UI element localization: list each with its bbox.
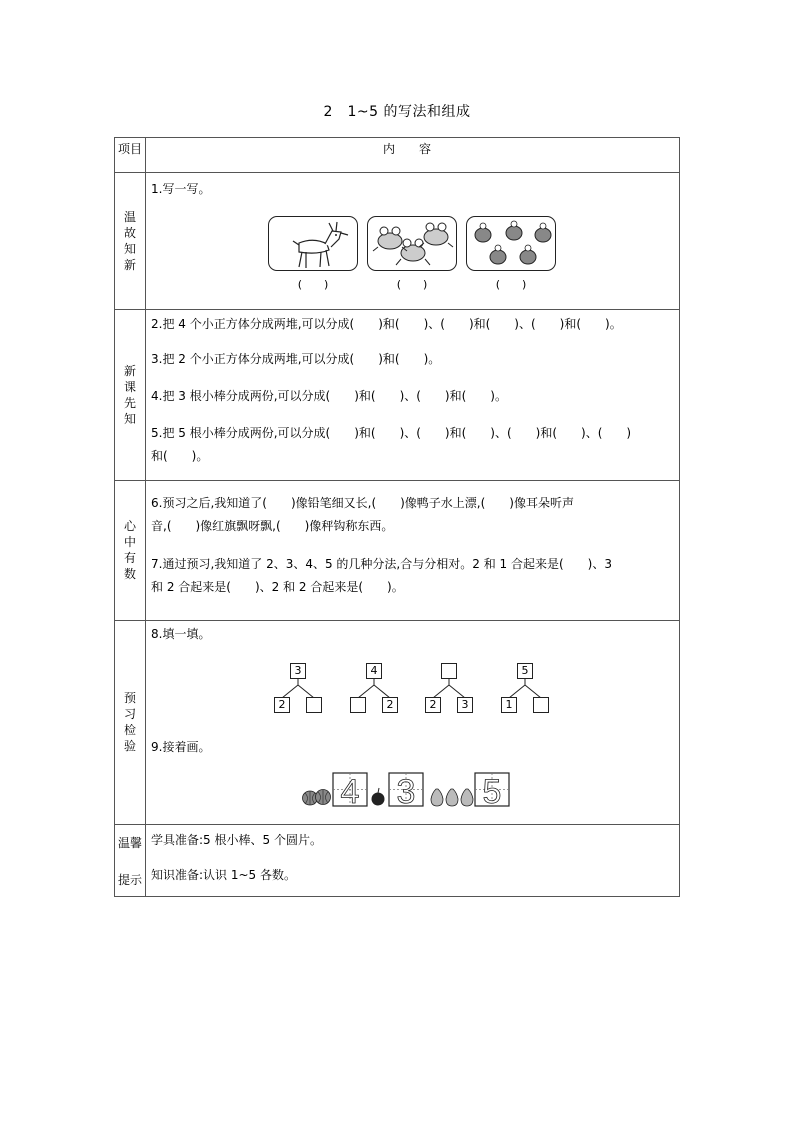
digit-3: 3: [396, 773, 416, 811]
frog-icon: [368, 217, 458, 272]
tree-top-box: 3: [290, 663, 306, 679]
section-label-newlesson: 新 课 先 知: [123, 363, 136, 426]
tracing-box-3: [389, 773, 423, 811]
tip-knowledge: 知识准备:认识 1~5 各数。: [151, 868, 296, 882]
tree-top-box: 4: [366, 663, 382, 679]
question-3: 3.把 2 个小正方体分成两堆,可以分成( )和( )。: [151, 352, 441, 366]
section-label-review: 温 故 知 新: [123, 209, 136, 272]
number-tree: [348, 662, 400, 714]
digit-5: 5: [482, 773, 502, 811]
row-divider: [115, 309, 679, 310]
tip-tools: 学具准备:5 根小棒、5 个圆片。: [151, 833, 322, 847]
tree-right-box: 2: [382, 697, 398, 713]
pear-icon: [431, 789, 473, 806]
question-7-line-2: 和 2 合起来是( )、2 和 2 合起来是( )。: [151, 580, 404, 594]
question-9: 9.接着画。: [151, 740, 211, 754]
turtle-icon: [467, 217, 557, 272]
question-6-line-1: 6.预习之后,我知道了( )像铅笔细又长,( )像鸭子水上漂,( )像耳朵听声: [151, 496, 574, 510]
picture-turtles: [466, 216, 556, 271]
number-tree: [272, 662, 324, 714]
goat-icon: [269, 217, 359, 272]
tree-top-box: 5: [517, 663, 533, 679]
tree-top-box[interactable]: [441, 663, 457, 679]
drawing-row: [301, 771, 526, 811]
header-item: 项目: [117, 142, 142, 156]
question-2: 2.把 4 个小正方体分成两堆,可以分成( )和( )、( )和( )、( )和( )。: [151, 317, 622, 331]
question-5-line-2: 和( )。: [151, 449, 209, 463]
answer-blank-frogs[interactable]: ( ): [396, 278, 428, 291]
answer-blank-turtles[interactable]: ( ): [495, 278, 527, 291]
watermelon-icon: [303, 790, 331, 806]
section-label-check: 预 习 检 验: [123, 691, 136, 753]
section-label-mind: 心 中 有 数: [123, 519, 136, 581]
worksheet-table: [114, 137, 680, 897]
page-title: 2 1~5 的写法和组成: [323, 104, 471, 120]
question-6-line-2: 音,( )像红旗飘呀飘,( )像秤钩称东西。: [151, 519, 394, 533]
tree-left-box: 1: [501, 697, 517, 713]
header-content: 内 容: [382, 142, 431, 156]
digit-4: 4: [340, 773, 360, 811]
number-tree: [423, 662, 475, 714]
question-4: 4.把 3 根小棒分成两份,可以分成( )和( )、( )和( )。: [151, 389, 507, 403]
tree-right-box[interactable]: [306, 697, 322, 713]
section-label-tips: 温馨 提示: [117, 835, 142, 887]
tree-right-box: 3: [457, 697, 473, 713]
answer-blank-goat[interactable]: ( ): [297, 278, 329, 291]
tracing-box-4: [333, 773, 367, 811]
apple-icon: [372, 788, 385, 806]
column-divider: [145, 138, 146, 896]
question-7-line-1: 7.通过预习,我知道了 2、3、4、5 的几种分法,合与分相对。2 和 1 合起来是( )、3: [151, 557, 612, 571]
question-5-line-1: 5.把 5 根小棒分成两份,可以分成( )和( )、( )和( )、( )和( )、( ): [151, 426, 632, 440]
tree-left-box: 2: [425, 697, 441, 713]
row-divider: [115, 824, 679, 825]
row-divider: [115, 172, 679, 173]
tree-left-box[interactable]: [350, 697, 366, 713]
question-8: 8.填一填。: [151, 627, 211, 641]
tree-left-box: 2: [274, 697, 290, 713]
picture-goat: [268, 216, 358, 271]
row-divider: [115, 620, 679, 621]
question-1: 1.写一写。: [151, 182, 211, 196]
number-tree: [499, 662, 551, 714]
picture-frogs: [367, 216, 457, 271]
tracing-box-5: [475, 773, 509, 811]
row-divider: [115, 480, 679, 481]
tree-right-box[interactable]: [533, 697, 549, 713]
